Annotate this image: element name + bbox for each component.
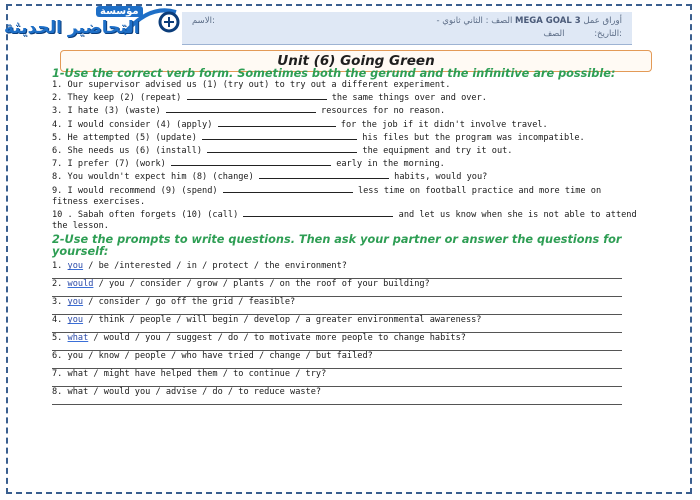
answer-blank[interactable]	[202, 131, 357, 140]
unit-title: Unit (6) Going Green	[60, 50, 652, 72]
exercise-item-7[interactable]: 7. I prefer (7) (work) early in the morning.	[52, 159, 445, 170]
worksheet-content	[52, 68, 638, 405]
header-date-label: التاريخ:	[594, 29, 620, 39]
answer-line[interactable]	[52, 362, 622, 369]
prompt-item-4: 4. you / think / people / will begin / develop / a greater environmental awareness?	[52, 315, 482, 326]
header-student-name-label: الاسم:	[192, 16, 215, 26]
header-worksheets-label: أوراق عمل	[583, 16, 622, 26]
exercise-item-9[interactable]: 9. I would recommend (9) (spend) less time on football practice and more time on fitness exercises.	[52, 185, 602, 207]
exercise-item-8[interactable]: 8. You wouldn't expect him (8) (change) habits, would you?	[52, 172, 488, 183]
section2-list	[52, 261, 638, 405]
answer-line[interactable]	[52, 308, 622, 315]
answer-line[interactable]	[52, 326, 622, 333]
prompt-item-3: 3. you / consider / go off the grid / feasible?	[52, 297, 296, 308]
answer-blank[interactable]	[187, 91, 327, 100]
prompt-item-7: 7. what / might have helped them / to continue / try?	[52, 369, 327, 380]
answer-blank[interactable]	[171, 157, 331, 166]
exercise-item-10[interactable]: 10 . Sabah often forgets (10) (call) and let us know when she is not able to attend the lesson.	[52, 210, 637, 232]
exercise-item-5[interactable]: 5. He attempted (5) (update) his files but the program was incompatible.	[52, 132, 585, 143]
prompt-item-8: 8. what / would you / advise / do / to reduce waste?	[52, 387, 322, 398]
logo-subtitle: مؤسسة	[96, 6, 143, 17]
answer-blank[interactable]	[243, 208, 393, 217]
answer-line[interactable]	[52, 380, 622, 387]
worksheet-header	[182, 12, 632, 45]
section2-title: 2-Use the prompts to write questions. Then ask your partner or answer the questions for yourself:	[52, 233, 622, 259]
logo-text: التحاضير الحديثة	[4, 18, 140, 38]
exercise-item-4[interactable]: 4. I would consider (4) (apply) for the job if it didn't involve travel.	[52, 119, 548, 130]
answer-line[interactable]	[52, 290, 622, 297]
prompt-item-6: 6. you / know / people / who have tried / change / but failed?	[52, 351, 373, 362]
section1-title: 1-Use the correct verb form. Sometimes both the gerund and the infinitive are possible:	[52, 67, 616, 80]
answer-blank[interactable]	[223, 184, 353, 193]
answer-blank[interactable]	[259, 170, 389, 179]
answer-blank[interactable]	[166, 104, 316, 113]
answer-blank[interactable]	[207, 144, 357, 153]
prompt-item-5: 5. what / would / you / suggest / do / to motivate more people to change habits?	[52, 333, 466, 344]
prompt-item-2: 2. would / you / consider / grow / plants / on the roof of your building?	[52, 279, 430, 290]
exercise-item-3[interactable]: 3. I hate (3) (waste) resources for no reason.	[52, 106, 446, 117]
exercise-item-6[interactable]: 6. She needs us (6) (install) the equipment and try it out.	[52, 146, 513, 157]
answer-line[interactable]	[52, 344, 622, 351]
header-grade: - الصف : الثاني ثانوي	[436, 16, 513, 26]
header-course-title: MEGA GOAL 3	[515, 16, 581, 26]
answer-blank[interactable]	[218, 118, 336, 127]
prompt-item-1: 1. you / be /interested / in / protect / the environment?	[52, 261, 347, 272]
publisher-logo	[4, 4, 184, 46]
answer-line[interactable]	[52, 398, 622, 405]
exercise-item-1: 1. Our supervisor advised us (1) (try out) to try out a different experiment.	[52, 80, 451, 90]
exercise-item-2[interactable]: 2. They keep (2) (repeat) the same things over and over.	[52, 93, 487, 104]
header-class-label: الصف:	[543, 29, 622, 39]
answer-line[interactable]	[52, 272, 622, 279]
section1-list	[52, 80, 638, 232]
